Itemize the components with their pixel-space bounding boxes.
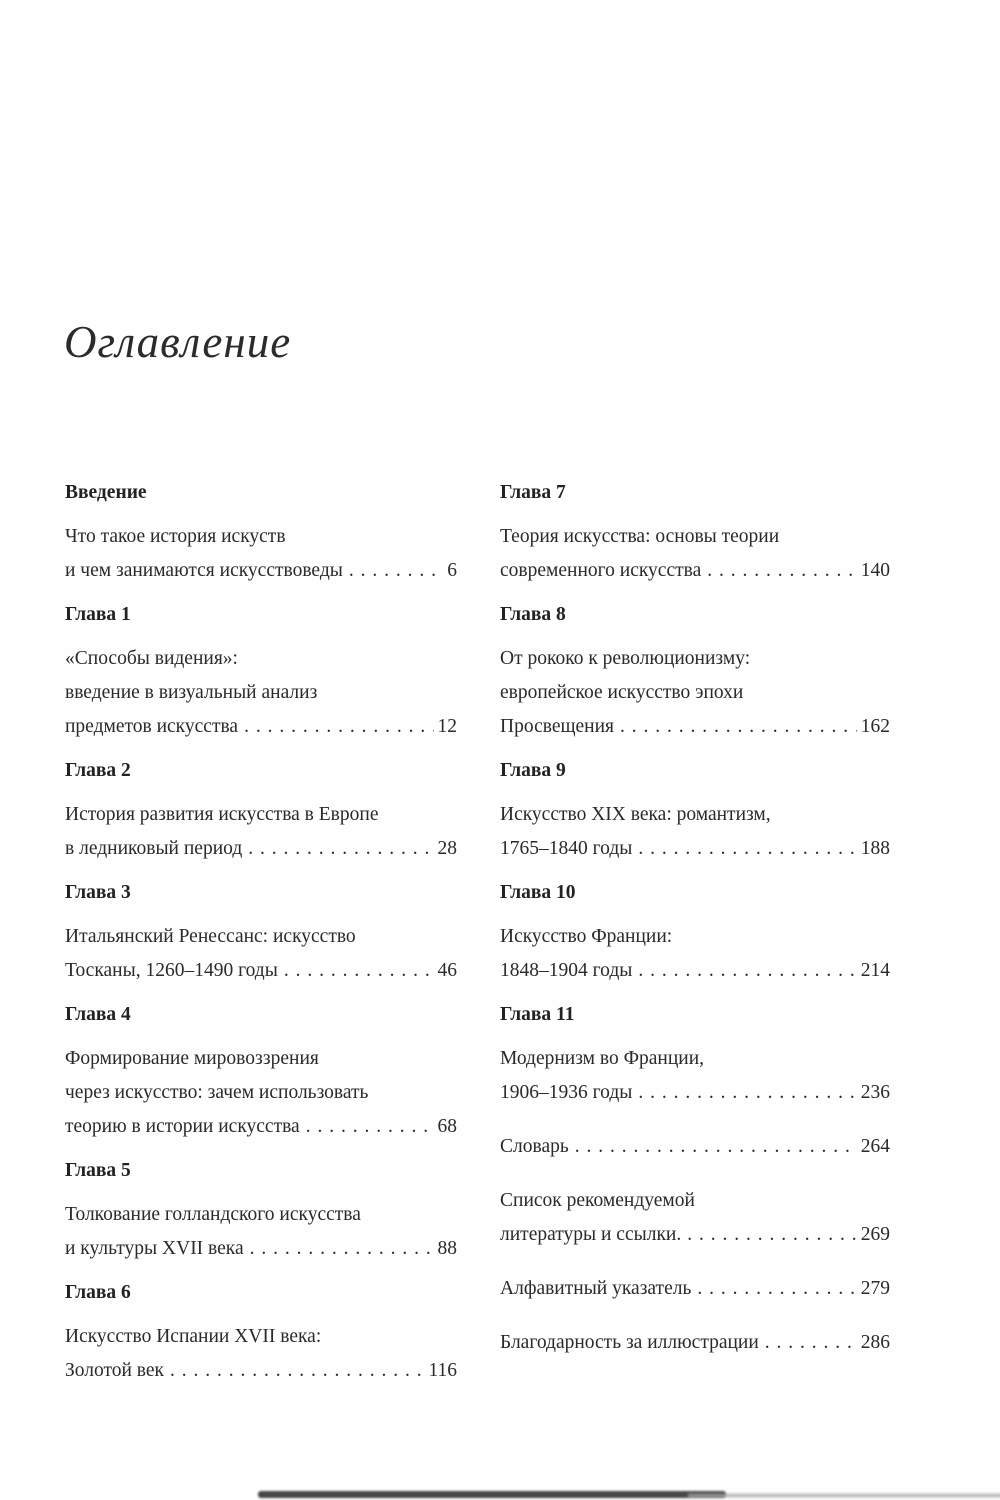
chapter-heading: Глава 1	[65, 604, 131, 625]
entry-line: История развития искусства в Европе	[65, 804, 379, 825]
entry-lastline	[500, 1326, 890, 1360]
toc-columns	[65, 476, 890, 1388]
entry-lastline	[65, 710, 457, 744]
toc-entry	[500, 598, 890, 744]
entry-lastline	[500, 1272, 890, 1306]
toc-entry	[500, 754, 890, 866]
entry-lastline	[500, 1218, 890, 1252]
toc-entry	[500, 1184, 890, 1252]
dot-leader	[250, 1232, 434, 1266]
entry-text: Тосканы, 1260–1490 годы	[65, 960, 278, 981]
dot-leader	[248, 832, 433, 866]
page-number: 269	[860, 1224, 890, 1245]
entry-text: в ледниковый период	[65, 838, 243, 859]
page-number: 188	[860, 838, 890, 859]
dot-leader	[638, 1076, 856, 1110]
entry-lastline	[500, 710, 890, 744]
entry-line: Итальянский Ренессанс: искусство	[65, 926, 356, 947]
entry-line: Модернизм во Франции,	[500, 1048, 705, 1069]
entry-text: и культуры XVII века	[65, 1238, 244, 1259]
chapter-heading: Глава 6	[65, 1282, 131, 1303]
entry-lastline	[500, 1130, 890, 1164]
entry-line: Формирование мировоззрения	[65, 1048, 319, 1069]
entry-line: через искусство: зачем использовать	[65, 1082, 369, 1103]
entry-line: Искусство Франции:	[500, 926, 673, 947]
toc-entry	[65, 476, 457, 588]
chapter-heading: Глава 3	[65, 882, 131, 903]
entry-text: литературы и ссылки.	[500, 1224, 682, 1245]
dot-leader	[244, 710, 433, 744]
toc-entry	[500, 1130, 890, 1164]
entry-lastline	[65, 954, 457, 988]
entry-text: Алфавитный указатель	[500, 1278, 692, 1299]
entry-text: 1765–1840 годы	[500, 838, 633, 859]
chapter-heading: Глава 7	[500, 482, 566, 503]
chapter-heading: Глава 10	[500, 882, 576, 903]
entry-lastline	[65, 554, 457, 588]
dot-leader	[349, 554, 443, 588]
toc-entry	[65, 598, 457, 744]
page-number: 140	[860, 560, 890, 581]
chapter-heading: Глава 5	[65, 1160, 131, 1181]
entry-line: Теория искусства: основы теории	[500, 526, 780, 547]
entry-text: предметов искусства	[65, 716, 239, 737]
dot-leader	[638, 832, 856, 866]
toc-column-left	[65, 476, 457, 1388]
dot-leader	[575, 1130, 857, 1164]
entry-text: 1906–1936 годы	[500, 1082, 633, 1103]
toc-entry	[500, 876, 890, 988]
toc-entry	[65, 876, 457, 988]
dot-leader	[687, 1218, 857, 1252]
entry-text: Словарь	[500, 1136, 569, 1157]
entry-text: современного искусства	[500, 560, 702, 581]
dot-leader	[638, 954, 856, 988]
entry-lastline	[65, 1354, 457, 1388]
toc-entry	[65, 754, 457, 866]
page-number: 162	[860, 716, 890, 737]
page-number: 286	[860, 1332, 890, 1353]
dot-leader	[765, 1326, 857, 1360]
entry-line: Список рекомендуемой	[500, 1190, 695, 1211]
entry-lastline	[65, 1232, 457, 1266]
chapter-heading: Введение	[65, 482, 147, 503]
page-title: Оглавление	[64, 317, 292, 367]
entry-text: Благодарность за иллюстрации	[500, 1332, 759, 1353]
entry-line: От рококо к революционизму:	[500, 648, 751, 669]
page-number: 28	[437, 838, 457, 859]
page-edge-shadow	[258, 1491, 726, 1498]
page-number: 6	[447, 560, 457, 581]
toc-entry	[500, 1272, 890, 1306]
page-number: 236	[860, 1082, 890, 1103]
dot-leader	[284, 954, 434, 988]
dot-leader	[620, 710, 857, 744]
entry-lastline	[65, 832, 457, 866]
entry-lastline	[65, 1110, 457, 1144]
chapter-heading: Глава 8	[500, 604, 566, 625]
entry-line: Искусство XIX века: романтизм,	[500, 804, 771, 825]
page-number: 88	[437, 1238, 457, 1259]
entry-text: Просвещения	[500, 716, 614, 737]
page-number: 279	[860, 1278, 890, 1299]
page-number: 214	[860, 960, 890, 981]
entry-line: Искусство Испании XVII века:	[65, 1326, 322, 1347]
dot-leader	[170, 1354, 424, 1388]
page-number: 68	[437, 1116, 457, 1137]
entry-lastline	[500, 832, 890, 866]
dot-leader	[697, 1272, 856, 1306]
entry-line: введение в визуальный анализ	[65, 682, 318, 703]
dot-leader	[707, 554, 857, 588]
toc-entry	[65, 1154, 457, 1266]
entry-text: теорию в истории искусства	[65, 1116, 300, 1137]
page-number: 116	[428, 1360, 457, 1381]
entry-lastline	[500, 554, 890, 588]
page-number: 264	[860, 1136, 890, 1157]
page-number: 46	[437, 960, 457, 981]
entry-line: «Способы видения»:	[65, 648, 238, 669]
toc-column-right	[500, 476, 890, 1388]
dot-leader	[306, 1110, 434, 1144]
entry-line: Толкование голландского искусства	[65, 1204, 361, 1225]
chapter-heading: Глава 4	[65, 1004, 131, 1025]
chapter-heading: Глава 9	[500, 760, 566, 781]
toc-entry	[500, 998, 890, 1110]
toc-entry	[500, 1326, 890, 1360]
entry-line: европейское искусство эпохи	[500, 682, 744, 703]
chapter-heading: Глава 11	[500, 1004, 575, 1025]
page-number: 12	[437, 716, 457, 737]
entry-lastline	[500, 1076, 890, 1110]
toc-entry	[65, 998, 457, 1144]
toc-entry	[500, 476, 890, 588]
entry-text: и чем занимаются искусствоведы	[65, 560, 343, 581]
entry-text: Золотой век	[65, 1360, 165, 1381]
entry-lastline	[500, 954, 890, 988]
chapter-heading: Глава 2	[65, 760, 131, 781]
entry-text: 1848–1904 годы	[500, 960, 633, 981]
toc-entry	[65, 1276, 457, 1388]
entry-line: Что такое история искуств	[65, 526, 286, 547]
